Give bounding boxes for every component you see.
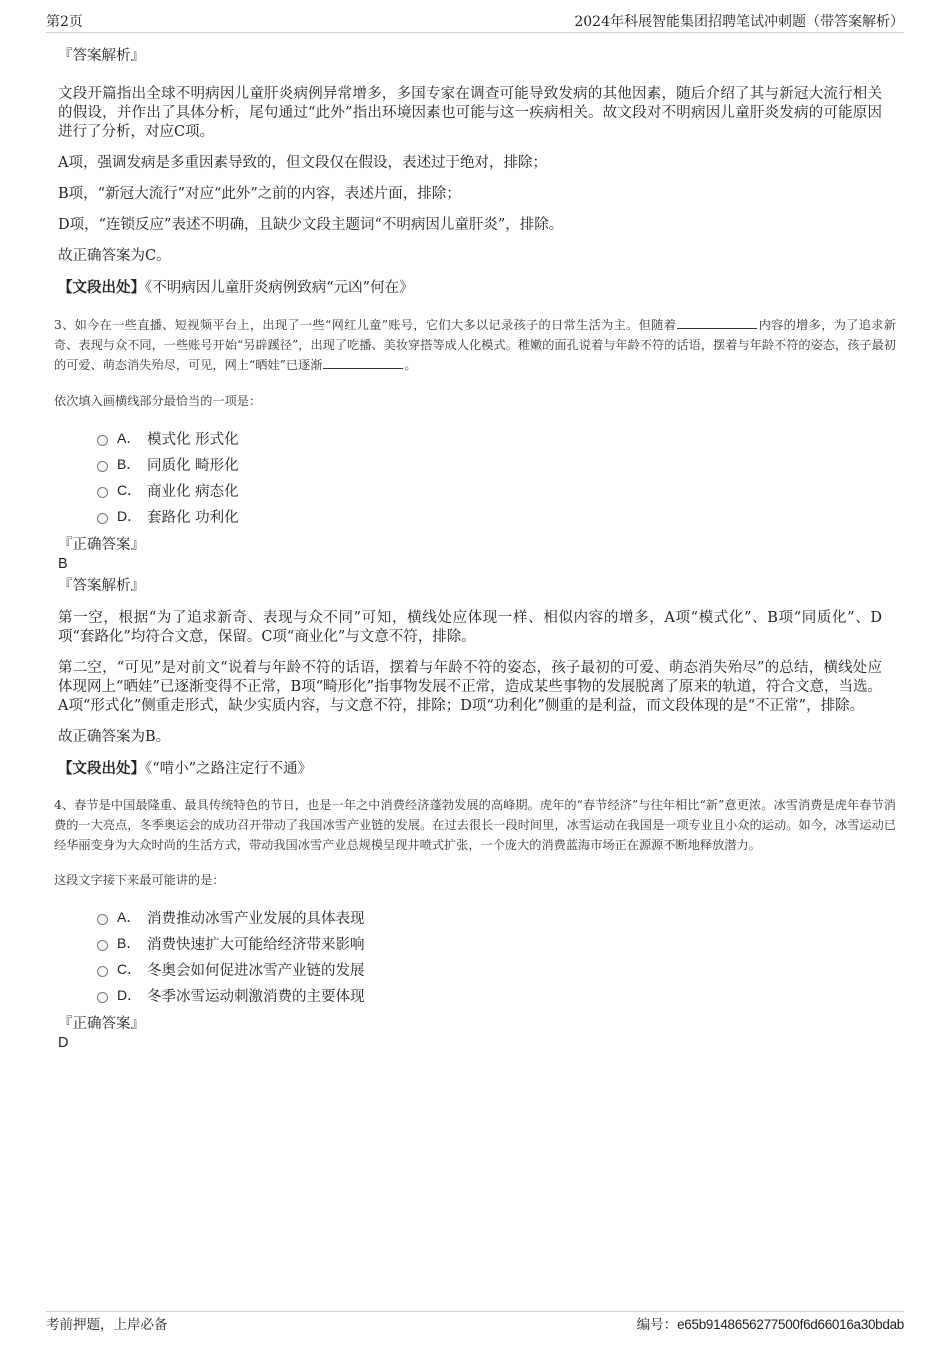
q2-option-a-analysis: A项，强调发病是多重因素导致的，但文段仅在假设，表述过于绝对，排除； — [58, 155, 547, 171]
q3-stem: 3、如今在一些直播、短视频平台上，出现了一些“网红儿童”账号，它们大多以记录孩子的日常生活为主。但随着 内容的增多，为了追求新奇、表现与众不同，一些账号开始“另辟蹊径”，出现了吃播、美妆穿搭等成人化模式。稚嫩的面孔说着与年龄不符的话语，摆着与年龄不符的姿态，孩子最初的可爱、萌态消失殆尽，可见，网上“晒娃”已逐渐 。 — [54, 318, 897, 372]
radio-icon[interactable] — [97, 435, 108, 446]
radio-icon[interactable] — [97, 966, 108, 977]
q3-option-c[interactable]: C． 商业化 病态化 — [97, 477, 904, 503]
q2-conclusion: 故正确答案为C。 — [58, 248, 171, 264]
document-title: 2024年科展智能集团招聘笔试冲刺题（带答案解析） — [574, 14, 904, 30]
q4-prompt: 这段文字接下来最可能讲的是： — [54, 873, 225, 887]
q2-source — [58, 278, 904, 298]
q4-options — [97, 904, 904, 1008]
footer-code-label: 编号： — [636, 1317, 678, 1333]
radio-icon[interactable] — [97, 461, 108, 472]
q2-source-label: 【文段出处】 — [58, 279, 145, 296]
q4-answer: D — [58, 1035, 69, 1051]
q3-option-b[interactable]: B． 同质化 畸形化 — [97, 451, 904, 477]
q2-option-b-analysis: B项，“新冠大流行”对应“此外”之前的内容，表述片面，排除； — [58, 186, 461, 202]
q4-option-d[interactable]: D． 冬季冰雪运动刺激消费的主要体现 — [97, 982, 904, 1008]
page-content — [54, 42, 904, 1052]
q4-option-b[interactable]: B． 消费快速扩大可能给经济带来影响 — [97, 930, 904, 956]
q3-option-a[interactable]: A． 模式化 形式化 — [97, 425, 904, 451]
q4-stem: 4、春节是中国最隆重、最具传统特色的节日，也是一年之中消费经济蓬勃发展的高峰期。虎年的“春节经济”与往年相比“新”意更浓。冰雪消费是虎年春节消费的一大亮点，冬季奥运会的成功召开带动了我国冰雪产业链的发展。在过去很长一段时间里，冰雪运动在我国是一项专业且小众的运动。如今，冰雪运动已经华丽变身为大众时尚的生活方式，带动我国冰雪产业总规模呈现井喷式扩张，一个庞大的消费蓝海市场正在源源不断地释放潜力。 — [54, 798, 896, 852]
q3-source — [58, 759, 904, 779]
q3-source-label: 【文段出处】 — [58, 760, 145, 777]
q3-answer-label: 『正确答案』 — [58, 537, 145, 553]
q3-analysis-p2: 第二空，“可见”是对前文“说着与年龄不符的话语，摆着与年龄不符的姿态，孩子最初的可爱、萌态消失殆尽”的总结，横线处应体现网上“晒娃”已逐渐变得不正常，B项“畸形化”指事物发展不正常，造成某些事物的发展脱离了原来的轨道，符合文意，当选。A项“形式化”侧重走形式，缺少实质内容，与文意不符，排除；D项“功利化”侧重的是利益，而文段体现的是“不正常”，排除。 — [58, 660, 882, 714]
q3-analysis-p1: 第一空，根据“为了追求新奇、表现与众不同”可知，横线处应体现一样、相似内容的增多，A项“模式化”、B项“同质化”、D项“套路化”均符合文意，保留。C项“商业化”与文意不符，排除。 — [58, 610, 882, 645]
radio-icon[interactable] — [97, 914, 108, 925]
footer-motto: 考前押题，上岸必备 — [46, 1317, 168, 1333]
page-number: 第2页 — [46, 14, 83, 30]
radio-icon[interactable] — [97, 992, 108, 1003]
footer-code-value: e65b9148656277500f6d66016a30bdab — [677, 1317, 904, 1332]
q2-analysis-text: 文段开篇指出全球不明病因儿童肝炎病例异常增多，多国专家在调查可能导致发病的其他因素，随后介绍了其与新冠大流行相关的假设，并作出了具体分析，尾句通过“此外”指出环境因素也可能与这一疾病相关。故文段对不明病因儿童肝炎发病的可能原因进行了分析，对应C项。 — [58, 86, 882, 140]
page-footer — [46, 1311, 904, 1336]
q3-answer: B — [58, 556, 68, 572]
q2-analysis-label: 『答案解析』 — [58, 48, 145, 64]
q3-option-d[interactable]: D． 套路化 功利化 — [97, 503, 904, 529]
footer-code — [637, 1314, 904, 1336]
q4-option-a[interactable]: A． 消费推动冰雪产业发展的具体表现 — [97, 904, 904, 930]
q2-source-title: 《不明病因儿童肝炎病例致病“元凶”何在》 — [145, 280, 414, 296]
q3-blank-1 — [677, 316, 757, 329]
page-header — [46, 12, 904, 33]
q3-blank-2 — [323, 356, 403, 369]
q2-option-d-analysis: D项，“连锁反应”表述不明确，且缺少文段主题词“不明病因儿童肝炎”，排除。 — [58, 217, 564, 233]
q3-analysis-label: 『答案解析』 — [58, 578, 145, 594]
q3-source-title: 《“啃小”之路注定行不通》 — [145, 761, 313, 777]
radio-icon[interactable] — [97, 487, 108, 498]
q3-options — [97, 425, 904, 529]
q3-prompt: 依次填入画横线部分最恰当的一项是： — [54, 394, 262, 408]
q3-conclusion: 故正确答案为B。 — [58, 729, 171, 745]
radio-icon[interactable] — [97, 940, 108, 951]
radio-icon[interactable] — [97, 513, 108, 524]
q4-answer-label: 『正确答案』 — [58, 1016, 145, 1032]
q4-option-c[interactable]: C． 冬奥会如何促进冰雪产业链的发展 — [97, 956, 904, 982]
